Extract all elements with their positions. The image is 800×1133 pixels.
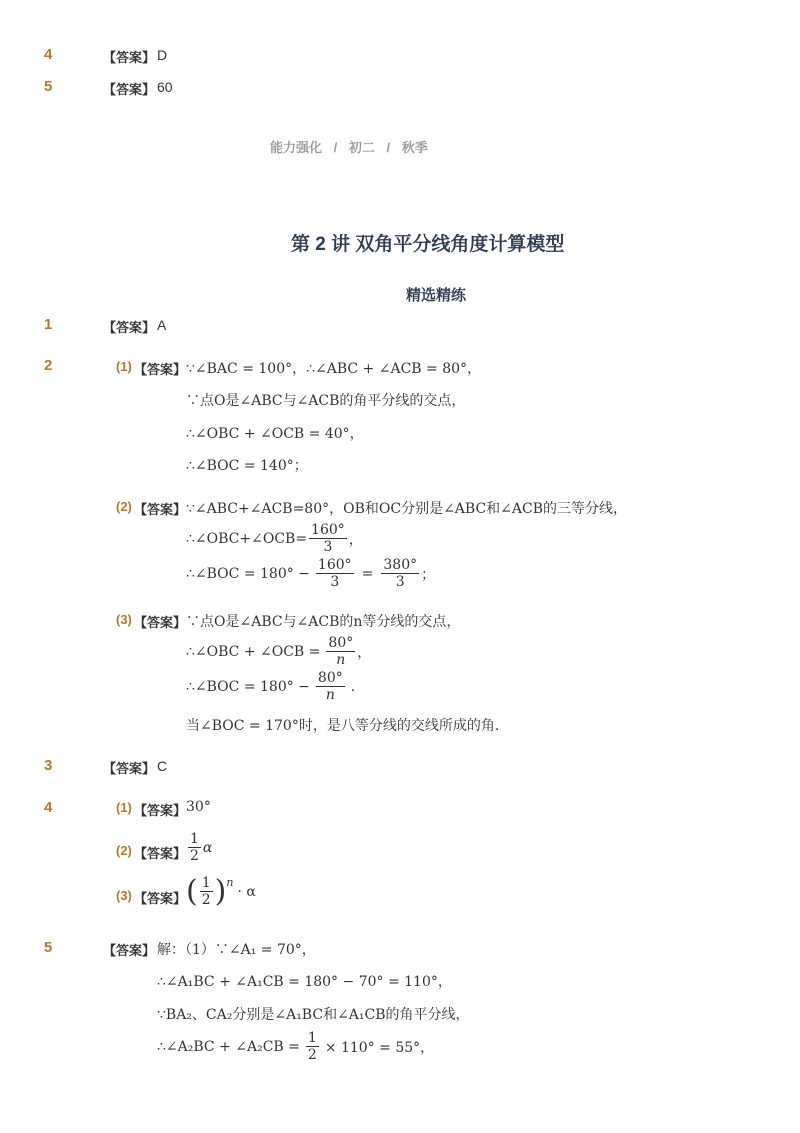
- fraction-numerator: 80°: [328, 635, 354, 651]
- subquestion-number: (2): [116, 843, 132, 858]
- variable: α: [202, 839, 213, 856]
- fraction-numerator: 80°: [317, 670, 343, 686]
- fraction-numerator: 1: [201, 875, 211, 891]
- section-title: 精选精练: [406, 287, 467, 304]
- question-number: 2: [44, 357, 53, 374]
- answer-label: 【答案】: [134, 502, 187, 517]
- lecture-title: 第 2 讲 双角平分线角度计算模型: [291, 234, 565, 255]
- solution-line: [157, 1030, 434, 1063]
- expression: ∴∠OBC+∠OCB=: [186, 530, 308, 547]
- answer-label: 【答案】: [134, 362, 187, 377]
- fraction-denominator: 3: [395, 574, 405, 590]
- subquestion-number: (1): [116, 800, 132, 815]
- fraction-denominator: 2: [201, 892, 211, 908]
- solution-line: ∴∠BOC = 140°；: [186, 458, 308, 474]
- punctuation: .: [350, 678, 356, 695]
- answer-value: [186, 874, 256, 909]
- fraction-numerator: 1: [190, 831, 199, 847]
- subquestion-number: (3): [116, 888, 132, 903]
- expression: ∴∠A₂BC + ∠A₂CB =: [157, 1038, 300, 1055]
- breadcrumb-separator: /: [386, 140, 391, 155]
- right-paren: ): [214, 874, 227, 909]
- fraction-denominator: n: [336, 652, 346, 668]
- answer-value: [186, 831, 212, 864]
- solution-line: ∵点O是∠ABC与∠ACB的角平分线的交点，: [186, 393, 466, 409]
- expression: ∴∠BOC = 180° −: [186, 565, 310, 582]
- answer-value: A: [157, 317, 167, 333]
- fraction-denominator: 3: [323, 539, 333, 555]
- answer-label: 【答案】: [103, 82, 156, 97]
- answer-label: 【答案】: [134, 615, 187, 630]
- solution-line: 解：（1）∵∠A₁ = 70°，: [157, 942, 316, 958]
- fraction-denominator: 3: [330, 574, 340, 590]
- subquestion-number: (2): [116, 499, 132, 514]
- fraction-denominator: n: [325, 687, 335, 703]
- question-number: 1: [44, 316, 53, 333]
- answer-label: 【答案】: [103, 50, 156, 65]
- fraction-numerator: 160°: [311, 522, 345, 538]
- answer-value: C: [157, 758, 168, 774]
- question-number: 4: [44, 799, 53, 816]
- fraction-denominator: 2: [307, 1047, 317, 1063]
- answer-value: 60: [157, 79, 173, 95]
- fraction-numerator: 380°: [383, 557, 418, 573]
- breadcrumb-separator: /: [333, 140, 338, 155]
- subquestion-number: (1): [116, 359, 132, 374]
- solution-line: ∴∠OBC + ∠OCB = 40°，: [186, 426, 364, 442]
- answer-label: 【答案】: [103, 761, 156, 776]
- fraction: [200, 875, 213, 908]
- answer-label: 【答案】: [103, 320, 156, 335]
- answer-label: 【答案】: [134, 891, 187, 906]
- question-number: 5: [44, 939, 53, 956]
- expression: ∴∠OBC + ∠OCB =: [186, 643, 321, 660]
- answer-label: 【答案】: [134, 803, 187, 818]
- fraction: [316, 557, 354, 590]
- solution-line: ∵∠BAC = 100°，∴∠ABC + ∠ACB = 80°，: [186, 361, 482, 377]
- breadcrumb: [270, 137, 428, 156]
- solution-line: 当∠BOC = 170°时，是八等分线的交线所成的角．: [186, 718, 509, 734]
- fraction-numerator: 1: [307, 1030, 317, 1046]
- punctuation: ；: [421, 566, 436, 583]
- fraction: [326, 635, 355, 668]
- expression: · α: [237, 883, 256, 900]
- solution-line: ∵∠ABC+∠ACB=80°，OB和OC分别是∠ABC和∠ACB的三等分线，: [186, 501, 628, 517]
- expression: ∴∠BOC = 180° −: [186, 678, 310, 695]
- punctuation: ，: [348, 531, 363, 548]
- answer-label: 【答案】: [134, 846, 187, 861]
- answer-value: D: [157, 47, 168, 63]
- fraction: [316, 670, 345, 703]
- breadcrumb-item: 能力强化: [270, 140, 323, 155]
- fraction: [309, 522, 347, 555]
- subquestion-number: (3): [116, 612, 132, 627]
- answer-value: 30°: [186, 799, 211, 815]
- question-number: 5: [44, 78, 53, 95]
- breadcrumb-item: 初二: [348, 140, 375, 155]
- solution-line: [186, 557, 435, 590]
- fraction: [306, 1030, 319, 1063]
- solution-line: ∵BA₂、CA₂分别是∠A₁BC和∠A₁CB的角平分线，: [157, 1007, 470, 1023]
- exponent: n: [226, 876, 234, 889]
- solution-line: ∴∠A₁BC + ∠A₁CB = 180° − 70° = 110°，: [157, 974, 452, 990]
- solution-line: [186, 635, 371, 668]
- solution-line: [186, 670, 355, 703]
- breadcrumb-item: 秋季: [401, 140, 428, 155]
- expression: × 110° = 55°，: [324, 1039, 435, 1056]
- answer-label: 【答案】: [103, 943, 156, 958]
- equals-sign: =: [361, 565, 374, 582]
- punctuation: ，: [357, 644, 372, 661]
- fraction: [381, 557, 419, 590]
- fraction-denominator: 2: [190, 848, 199, 864]
- fraction-numerator: 160°: [317, 557, 352, 573]
- left-paren: (: [186, 874, 198, 909]
- fraction: [188, 831, 201, 864]
- solution-line: ∵点O是∠ABC与∠ACB的n等分线的交点，: [186, 614, 461, 630]
- solution-line: [186, 522, 363, 555]
- question-number: 3: [44, 757, 53, 774]
- question-number: 4: [44, 46, 53, 63]
